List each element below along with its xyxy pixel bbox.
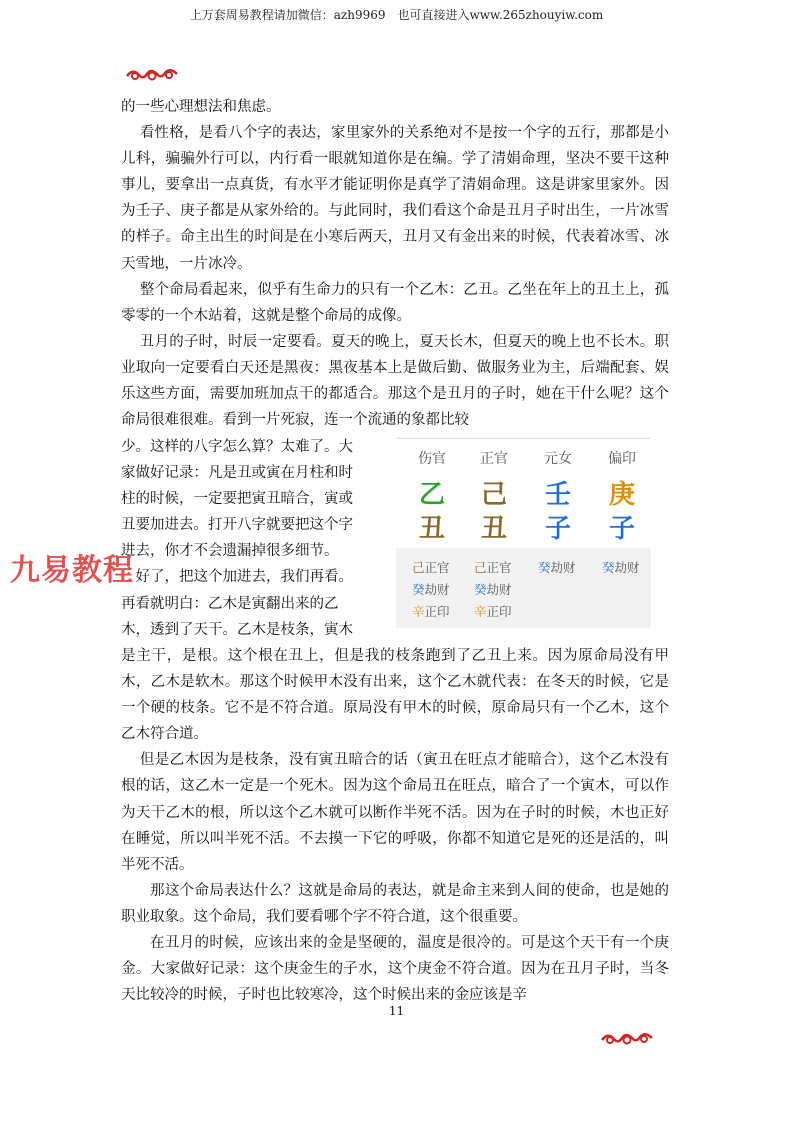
hidden-stem: 癸劫财	[412, 582, 450, 597]
text-line: 柱的时候，一定要把寅丑暗合，寅或	[121, 491, 353, 508]
text-line: 丑要加进去。打开八字就要把这个字	[121, 517, 353, 534]
paragraph: 但是乙木因为是枝条，没有寅丑暗合的话（寅丑在旺点才能暗合），这个乙木没有根的话，这乙木一定是一个死木。因为这个命局丑在旺点，暗合了一个寅木，可以作为天干乙木的根，所以这个乙木就可以断作半死不活。因为在子时的时候，木也正好在睡觉，所以叫半死不活。不去摸一下它的呼吸，你都不知道它是死的还是活的，叫半死不活。	[121, 752, 669, 873]
heavenly-stem: 乙	[418, 480, 445, 510]
paragraph: 整个命局看起来，似乎有生命力的只有一个乙木：乙丑。乙坐在年上的丑土上，孤零零的一个木站着，这就是整个命局的成像。	[121, 281, 669, 324]
ten-god-label: 伤官	[418, 451, 446, 467]
text-line: 好了，把这个加进去，我们再看。	[121, 569, 353, 586]
body-text-bottom	[121, 643, 669, 1008]
hidden-stem: 己正官	[474, 560, 512, 575]
paragraph: 那这个命局表达什么？这就是命局的表达，就是命主来到人间的使命，也是她的职业取象。这个命局，我们要看哪个字不符合道，这个很重要。	[121, 882, 669, 925]
page-number: 11	[388, 1004, 405, 1018]
hidden-stem: 癸劫财	[602, 560, 640, 575]
hidden-stem: 己正官	[412, 560, 450, 575]
earthly-branch: 丑	[418, 514, 445, 544]
hidden-stem: 辛正印	[474, 604, 512, 619]
earthly-branch: 丑	[480, 514, 507, 544]
body-text-wrapped	[121, 434, 383, 643]
watermark: 九易教程	[10, 553, 134, 588]
ten-god-label: 元女	[544, 451, 572, 467]
ten-god-label: 偏印	[608, 451, 636, 467]
text-line: 再看就明白：乙木是寅翻出来的乙	[121, 595, 339, 612]
cloud-ornament-icon	[125, 66, 179, 84]
hidden-stem: 辛正印	[412, 604, 450, 619]
paragraph: 在丑月的时候，应该出来的金是坚硬的，温度是很冷的。可是这个天干有一个庚金。大家做好记录：这个庚金生的子水，这个庚金不符合道。因为在丑月子时，当冬天比较冷的时候，子时也比较寒冷，这个时候出来的金应该是辛	[121, 935, 669, 1004]
earthly-branch: 子	[544, 514, 571, 544]
heavenly-stem: 己	[480, 480, 507, 510]
text-line: 少。这样的八字怎么算？太难了。大	[121, 439, 353, 455]
text-line: 进去，你才不会遗漏掉很多细节。	[121, 543, 339, 560]
paragraph: 是主干，是根。这个根在丑上，但是我的枝条跑到了乙丑上来。因为原命局没有甲木，乙木是软木。那这个时候甲木没有出来，这个乙木就代表：在冬天的时候，它是一个硬的枝条。它不是不符合道。原局没有甲木的时候，原命局只有一个乙木，这个乙木符合道。	[121, 648, 669, 743]
paragraph: 看性格，是看八个字的表达，家里家外的关系绝对不是按一个字的五行，那都是小儿科，骗骗外行可以，内行看一眼就知道你是在编。学了清娟命理，坚决不要干这种事儿，要拿出一点真货，有水平才能证明你是真学了清娟命理。这是讲家里家外。因为壬子、庚子都是从家外给的。与此同时，我们看这个命是丑月子时出生，一片冰雪的样子。命主出生的时间是在小寒后两天，丑月又有金出来的时候，代表着冰雪、冰天雪地，一片冰冷。	[121, 125, 669, 272]
bazi-chart	[396, 438, 651, 628]
ten-god-label: 正官	[480, 451, 508, 467]
text-line: 家做好记录：凡是丑或寅在月柱和时	[121, 465, 353, 482]
hidden-stem: 癸劫财	[538, 560, 576, 575]
heavenly-stem: 壬	[544, 480, 571, 510]
divider	[396, 438, 651, 439]
cloud-ornament-icon	[600, 1030, 654, 1048]
text-line: 木，透到了天干。乙木是枝条，寅木	[121, 621, 353, 638]
earthly-branch: 子	[608, 514, 635, 544]
paragraph: 的一些心理想法和焦虑。	[121, 99, 281, 115]
hidden-stems-panel	[396, 548, 651, 628]
heavenly-stem: 庚	[608, 480, 635, 510]
paragraph: 丑月的子时，时辰一定要看。夏天的晚上，夏天长木，但夏天的晚上也不长木。职业取向一定要看白天还是黑夜：黑夜基本上是做后勤、做服务业为主，后端配套、娱乐这些方面，需要加班加点干的都适合。那这个是丑月的子时，她在干什么呢？这个命局很难很难。看到一片死寂，连一个流通的象都比较	[121, 333, 669, 429]
body-text-top	[121, 94, 669, 433]
page-header: 上万套周易教程请加微信：azh9969 也可直接进入www.265zhouyiw.com	[189, 8, 604, 22]
hidden-stem: 癸劫财	[474, 582, 512, 597]
